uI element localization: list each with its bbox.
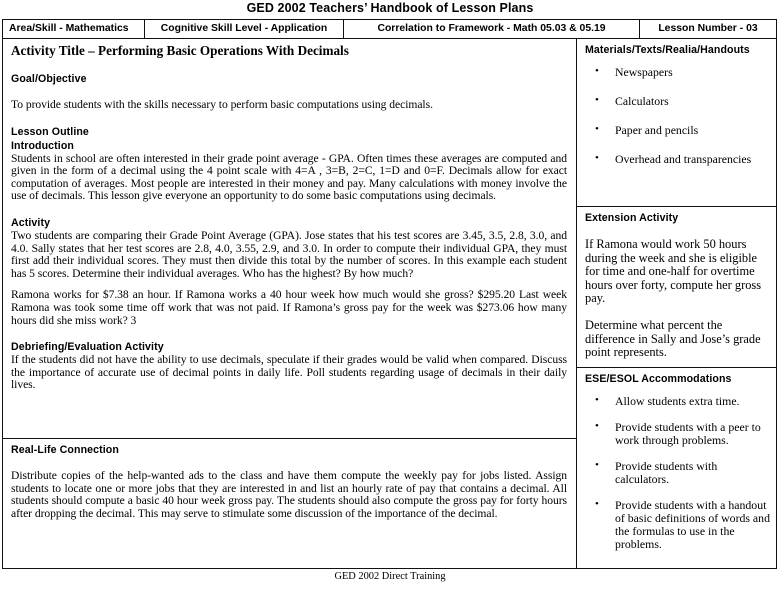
ese-esol-list xyxy=(585,395,770,551)
activity-paragraph-2: Ramona works for $7.38 an hour. If Ramona works a 40 hour week how much would she gross? $295.20 Last week Ramona was took some time off work that was not paid. If Ramona’s gross pay for the week was $273.06 how many hours did she miss work? 3 xyxy=(11,288,567,327)
debriefing-text: If the students did not have the ability to use decimals, speculate if their grades would be valid when compared. Discuss the importance of accurate use of decimal points in daily life. Poll students regarding usage of decimals in their daily lives. xyxy=(11,353,567,392)
document-title: GED 2002 Teachers’ Handbook of Lesson Plans xyxy=(246,1,534,15)
page-footer: GED 2002 Direct Training xyxy=(334,571,446,582)
real-life-connection-text: Distribute copies of the help-wanted ads to the class and have them compute the weekly pay for jobs listed. Assign students to locate one or more jobs that they are interested in and list an hourly rate of pay that contains a decimal. All students should compute a basic 40 hour week gross pay. The students should also compute the gross pay for forty hours after dropping the decimal. This may serve to stimulate some discussion of the importance of the decimal. xyxy=(11,469,567,520)
ese-esol-heading: ESE/ESOL Accommodations xyxy=(585,373,732,385)
header-cell-cognitive-level: Cognitive Skill Level - Application xyxy=(145,20,344,38)
materials-list xyxy=(585,66,770,166)
lesson-outline-heading: Lesson Outline xyxy=(11,125,89,138)
header-cell-lesson-number: Lesson Number - 03 xyxy=(658,23,758,34)
header-cell-area-skill: Area/Skill - Mathematics xyxy=(3,20,145,38)
list-item: • Paper and pencils xyxy=(585,124,770,137)
extension-activity-heading: Extension Activity xyxy=(585,212,679,224)
left-column xyxy=(3,39,577,568)
extension-activity-section xyxy=(577,206,776,367)
debriefing-heading: Debriefing/Evaluation Activity xyxy=(11,341,164,354)
list-item: • Provide students with a handout of basic definitions of words and the formulas to use in the problems. xyxy=(585,499,770,551)
list-item: • Overhead and transparencies xyxy=(585,153,770,166)
activity-title: Activity Title – Performing Basic Operations With Decimals xyxy=(11,43,349,58)
right-column xyxy=(577,39,776,568)
goal-objective-text: To provide students with the skills necessary to perform basic computations using decimals. xyxy=(11,98,433,111)
activity-heading: Activity xyxy=(11,216,51,229)
list-item: • Allow students extra time. xyxy=(585,395,770,408)
real-life-connection-heading: Real-Life Connection xyxy=(11,444,119,456)
list-item: • Newspapers xyxy=(585,66,770,79)
materials-section xyxy=(577,39,776,206)
lesson-plan-table xyxy=(2,19,777,569)
lesson-body-section xyxy=(3,39,576,438)
goal-objective-heading: Goal/Objective xyxy=(11,73,87,85)
list-item: • Calculators xyxy=(585,95,770,108)
extension-paragraph-2: Determine what percent the difference in Sally and Jose’s grade point represents. xyxy=(585,317,761,360)
header-cell-correlation: Correlation to Framework - Math 05.03 & 05.19 xyxy=(344,20,640,38)
real-life-connection-section xyxy=(3,438,576,568)
extension-paragraph-1: If Ramona would work 50 hours during the week and she is eligible for time and one-half for overtime hours over forty, compute her gross pay. xyxy=(585,237,762,306)
list-item: • Provide students with a peer to work through problems. xyxy=(585,421,770,447)
list-item: • Provide students with calculators. xyxy=(585,460,770,486)
introduction-heading: Introduction xyxy=(11,139,74,152)
ese-esol-section xyxy=(577,367,776,568)
materials-heading: Materials/Texts/Realia/Handouts xyxy=(585,44,750,56)
table-header-row xyxy=(3,20,776,39)
table-body xyxy=(3,39,776,568)
introduction-text: Students in school are often interested in their grade point average - GPA. Often times these averages are computed and given in the form of a decimal using the 4 point scale with 4=A , 3=B, 2=C, 1=D and 0=F. Decimals allow for exact computation of averages. Most people are interested in their money and pay. Many calculations with money involve the use of decimals. This lesson give everyone an opportunity to do some basic computations using decimals. xyxy=(11,151,567,203)
activity-paragraph-1: Two students are comparing their Grade Point Average (GPA). Jose states that his test scores are 3.45, 3.5, 2.8, 3.0, and 4.0. Sally states that her test scores are 2.8, 4.0, 3.55, 2.9, and 3.0. In order to compute their individual GPA, they must first add their individual scores. They must then divide this total by the number of scores. In this example each student has 5 scores. Determine their individual averages. Who has the highest? By how much? xyxy=(11,228,567,280)
